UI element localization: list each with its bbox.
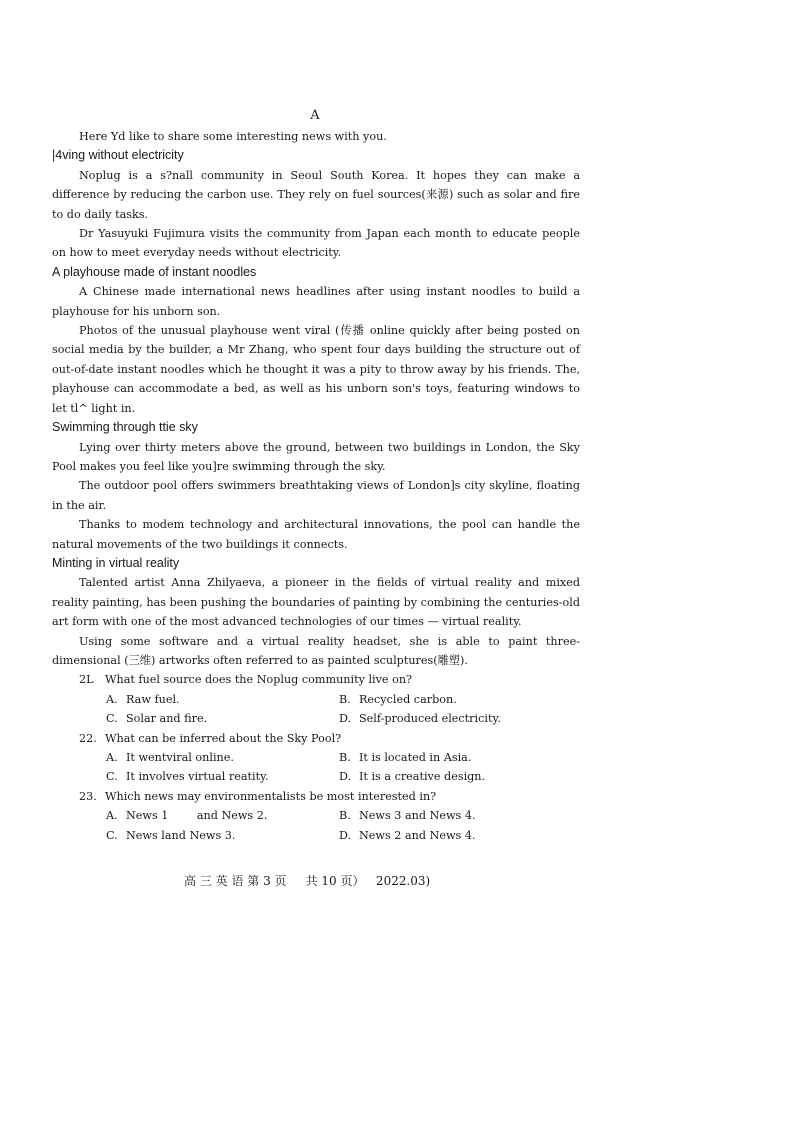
option-text: News land News 3. [126,828,236,842]
option-text: Raw fuel. [126,692,180,706]
question-21-options [52,690,580,729]
question-22 [52,729,580,748]
option-letter: C. [106,712,118,726]
option-text: It is a creative design. [359,770,486,784]
news-heading-3: Swimming through ttie sky [52,420,198,435]
option-a[interactable] [106,748,339,767]
question-number: 22. [79,731,97,745]
news-paragraph: A Chinese made international news headlines after using instant noodles to build a playhouse for his unborn son. [52,285,580,318]
option-text: Recycled carbon. [359,692,457,706]
option-text: Self-produced electricity. [359,712,501,726]
question-23-options [52,806,580,845]
news-paragraph: Thanks to modem technology and architectural innovations, the pool can handle the natural movements of the two buildings it connects. [52,518,580,551]
option-text: News 2 and News 4. [359,828,476,842]
option-text: It is located in Asia. [359,751,472,764]
intro-text: Here Yd like to share some interesting news with you. [79,130,387,143]
option-letter: B. [339,692,351,706]
option-text: News 1 and News 2. [126,809,268,823]
question-text: Which news may environmentalists be most interested in? [105,789,437,803]
news-heading-2: A playhouse made of instant noodles [52,264,257,279]
question-text: What fuel source does the Noplug community live on? [105,673,413,687]
news-paragraph: Dr Yasuyuki Fujimura visits the community from Japan each month to educate people on how to meet everyday needs without electricity. [52,227,580,260]
option-d[interactable] [339,767,572,786]
question-number: 23. [79,789,97,803]
option-d[interactable] [339,709,572,728]
option-b[interactable] [339,690,572,709]
option-a[interactable] [106,806,339,825]
news-paragraph: Using some software and a virtual reality headset, she is able to paint three-dimensional (三维) artworks often referred to as painted sculptures(雕塑). [52,634,580,667]
news-paragraph: Noplug is a s?nall community in Seoul South Korea. It hopes they can make a difference by reducing the carbon use. They rely on fuel sources(来源) such as solar and fire to do daily tasks. [52,168,580,221]
option-letter: A. [106,692,118,706]
option-text: News 3 and News 4. [359,809,476,823]
option-text: It involves virtual reatity. [126,770,269,784]
question-23 [52,787,580,806]
option-letter: D. [339,712,352,726]
option-letter: B. [339,809,351,823]
option-letter: A. [106,809,118,823]
news-heading-4: Minting in virtual reality [52,555,180,570]
option-c[interactable] [106,709,339,728]
option-letter: C. [106,770,118,784]
news-heading-1: |4ving without electricity [52,148,184,163]
option-c[interactable] [106,826,339,845]
option-b[interactable] [339,806,572,825]
option-letter: C. [106,828,118,842]
question-22-options [52,748,580,787]
question-number: 2L [79,673,94,687]
option-letter: D. [339,770,352,784]
news-paragraph: Photos of the unusual playhouse went viral (传播 online quickly after being posted on social media by the builder, a Mr Zhang, who spent four days building the structure out of out-of-date instant noodles which he thought it was a pity to throw away by his friends. The, playhouse can accommodate a bed, as well as his unborn son's toys, featuring windows to let tl^ light in. [52,324,580,415]
option-letter: A. [106,751,118,764]
news-paragraph: Talented artist Anna Zhilyaeva, a pioneer in the fields of virtual reality and mixed reality painting, has been pushing the boundaries of painting by combining the centuries-old art form with one of the most advanced technologies of our times — virtual reality. [52,576,580,629]
option-letter: D. [339,828,352,842]
news-paragraph: The outdoor pool offers swimmers breathtaking views of London]s city skyline, floating in the air. [52,479,580,512]
option-d[interactable] [339,826,572,845]
section-letter: A [310,108,320,123]
option-text: Solar and fire. [126,712,208,726]
option-letter: B. [339,751,351,764]
page-footer: 高 三 英 语 第 3 页 共 10 页） 2022.03) [184,874,431,888]
passage-content [52,127,580,845]
question-text: What can be inferred about the Sky Pool? [105,731,342,745]
news-paragraph: Lying over thirty meters above the ground, between two buildings in London, the Sky Pool makes you feel like you]re swimming through the sky. [52,440,580,473]
question-21 [52,670,580,689]
option-text: It wentviral online. [126,751,234,764]
option-c[interactable] [106,767,339,786]
option-a[interactable] [106,690,339,709]
option-b[interactable] [339,748,572,767]
